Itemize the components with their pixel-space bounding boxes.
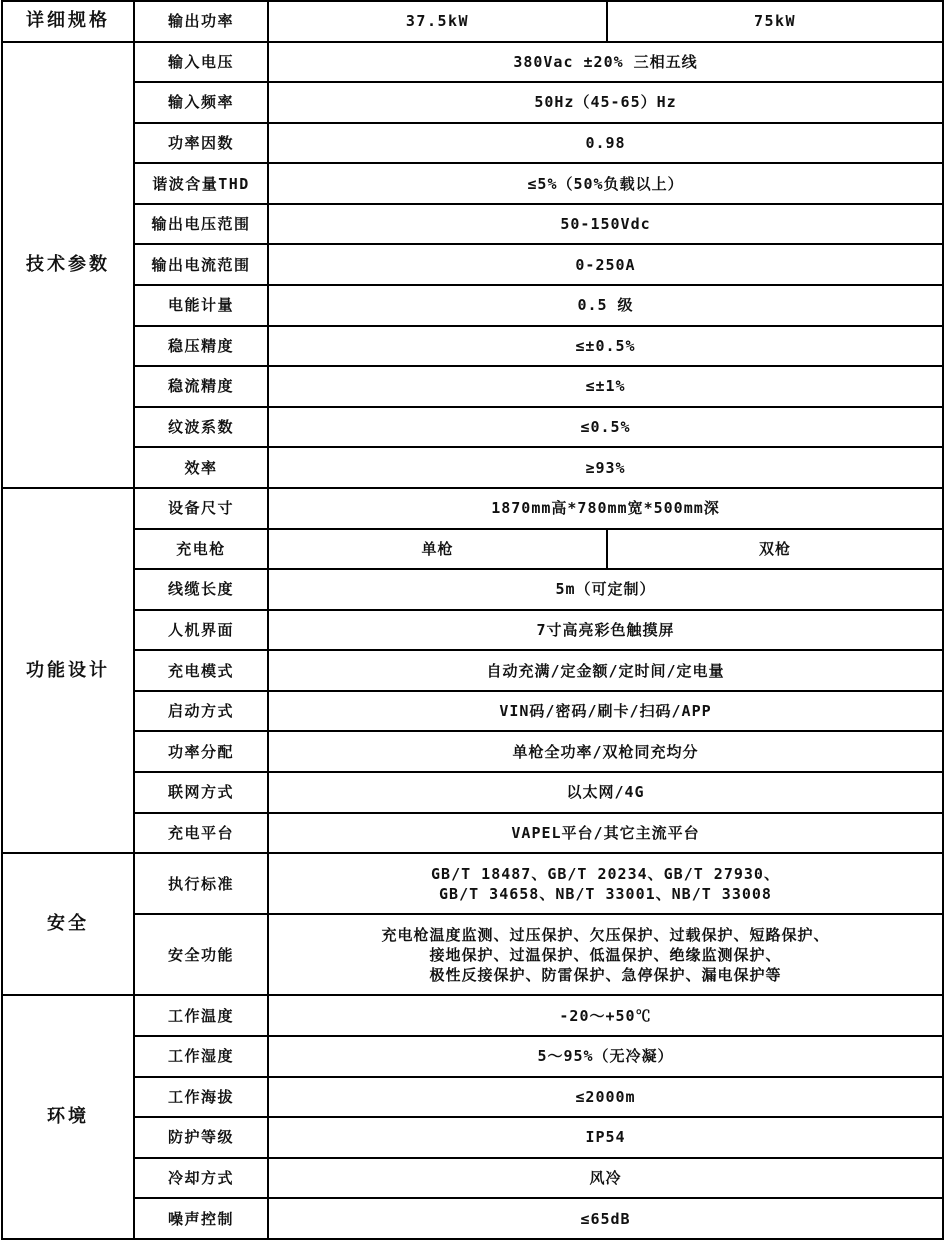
row-label: 人机界面 (134, 610, 268, 651)
table-row (2, 914, 943, 995)
table-row (2, 731, 943, 772)
row-label: 充电枪 (134, 529, 268, 570)
table-row (2, 204, 943, 245)
category-function: 功能设计 (2, 488, 134, 853)
row-label: 充电平台 (134, 813, 268, 854)
table-row (2, 1117, 943, 1158)
table-row (2, 447, 943, 488)
row-value: 380Vac ±20% 三相五线 (268, 42, 943, 83)
spec-table (1, 0, 944, 1240)
row-value: VAPEL平台/其它主流平台 (268, 813, 943, 854)
row-value: 1870mm高*780mm宽*500mm深 (268, 488, 943, 529)
table-row (2, 407, 943, 448)
row-label: 效率 (134, 447, 268, 488)
row-value: VIN码/密码/刷卡/扫码/APP (268, 691, 943, 732)
row-label: 安全功能 (134, 914, 268, 995)
table-row (2, 82, 943, 123)
row-label: 联网方式 (134, 772, 268, 813)
table-row (2, 163, 943, 204)
table-row (2, 123, 943, 164)
row-value: -20～+50℃ (268, 995, 943, 1036)
row-label: 工作湿度 (134, 1036, 268, 1077)
table-row (2, 1077, 943, 1118)
row-label: 功率因数 (134, 123, 268, 164)
category-technical: 技术参数 (2, 42, 134, 488)
row-value: ≤±0.5% (268, 326, 943, 367)
table-row (2, 1036, 943, 1077)
row-value: 5～95%（无冷凝） (268, 1036, 943, 1077)
table-row (2, 42, 943, 83)
table-row (2, 285, 943, 326)
row-label: 输入频率 (134, 82, 268, 123)
row-value: 50Hz（45-65）Hz (268, 82, 943, 123)
row-label: 工作温度 (134, 995, 268, 1036)
row-value: 50-150Vdc (268, 204, 943, 245)
table-row (2, 650, 943, 691)
param-label: 输出功率 (134, 1, 268, 42)
table-row (2, 691, 943, 732)
row-label: 启动方式 (134, 691, 268, 732)
row-value: ≤65dB (268, 1198, 943, 1239)
row-label: 工作海拔 (134, 1077, 268, 1118)
row-value: 5m（可定制） (268, 569, 943, 610)
table-row (2, 244, 943, 285)
row-value: ≤2000m (268, 1077, 943, 1118)
row-value: ≤±1% (268, 366, 943, 407)
row-label: 噪声控制 (134, 1198, 268, 1239)
row-label: 设备尺寸 (134, 488, 268, 529)
table-row (2, 1158, 943, 1199)
row-label: 纹波系数 (134, 407, 268, 448)
table-row (2, 326, 943, 367)
row-value: ≥93% (268, 447, 943, 488)
table-title: 详细规格 (2, 1, 134, 42)
row-label: 输入电压 (134, 42, 268, 83)
table-row (2, 610, 943, 651)
table-row (2, 366, 943, 407)
row-value: ≤5%（50%负载以上） (268, 163, 943, 204)
row-value: 0.98 (268, 123, 943, 164)
row-label: 稳压精度 (134, 326, 268, 367)
table-row (2, 995, 943, 1036)
row-value: 自动充满/定金额/定时间/定电量 (268, 650, 943, 691)
row-value: IP54 (268, 1117, 943, 1158)
category-safety: 安全 (2, 853, 134, 995)
power-37-5kw: 37.5kW (268, 1, 607, 42)
row-value: 7寸高亮彩色触摸屏 (268, 610, 943, 651)
category-environment: 环境 (2, 995, 134, 1239)
row-label: 谐波含量THD (134, 163, 268, 204)
table-row (2, 488, 943, 529)
table-row (2, 569, 943, 610)
row-label: 稳流精度 (134, 366, 268, 407)
single-gun-value: 单枪 (268, 529, 607, 570)
row-value: ≤0.5% (268, 407, 943, 448)
row-label: 执行标准 (134, 853, 268, 914)
row-value: 充电枪温度监测、过压保护、欠压保护、过载保护、短路保护、 接地保护、过温保护、低温保护、绝缘监测保护、 极性反接保护、防雷保护、急停保护、漏电保护等 (268, 914, 943, 995)
row-value: 以太网/4G (268, 772, 943, 813)
table-row (2, 813, 943, 854)
dual-gun-value: 双枪 (607, 529, 943, 570)
row-value: GB/T 18487、GB/T 20234、GB/T 27930、 GB/T 34658、NB/T 33001、NB/T 33008 (268, 853, 943, 914)
row-label: 功率分配 (134, 731, 268, 772)
header-row (2, 1, 943, 42)
table-row (2, 1198, 943, 1239)
table-row (2, 529, 943, 570)
row-label: 冷却方式 (134, 1158, 268, 1199)
row-label: 充电模式 (134, 650, 268, 691)
table-row (2, 853, 943, 914)
row-label: 电能计量 (134, 285, 268, 326)
row-value: 0-250A (268, 244, 943, 285)
row-label: 防护等级 (134, 1117, 268, 1158)
row-value: 0.5 级 (268, 285, 943, 326)
table-row (2, 772, 943, 813)
row-value: 单枪全功率/双枪同充均分 (268, 731, 943, 772)
row-label: 输出电压范围 (134, 204, 268, 245)
power-75kw: 75kW (607, 1, 943, 42)
row-label: 输出电流范围 (134, 244, 268, 285)
row-value: 风冷 (268, 1158, 943, 1199)
row-label: 线缆长度 (134, 569, 268, 610)
